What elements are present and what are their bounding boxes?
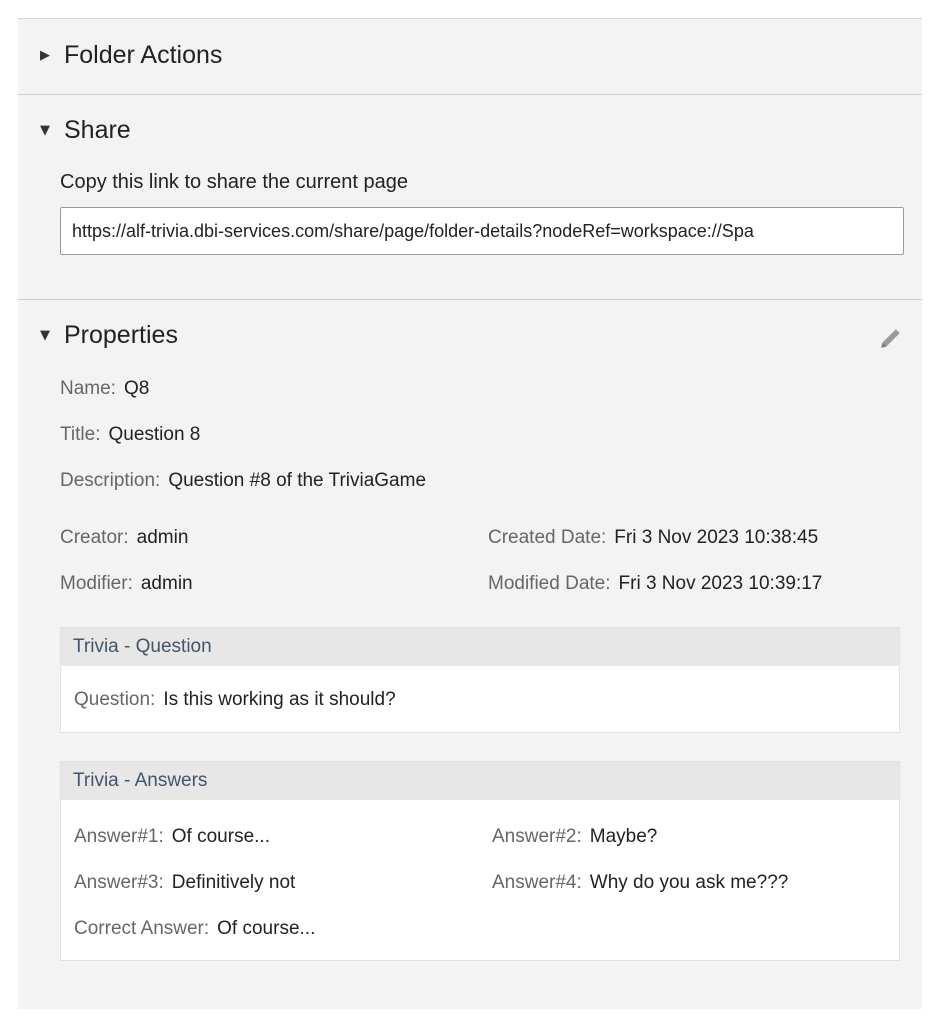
triangle-right-icon: ▶	[40, 48, 50, 63]
folder-actions-header[interactable]	[40, 41, 222, 70]
answer-1: Answer#1: Of course...	[74, 826, 270, 847]
answer-2: Answer#2: Maybe?	[492, 826, 658, 847]
answer-3: Answer#3: Definitively not	[74, 872, 296, 893]
property-modifier: Modifier: admin	[60, 573, 193, 594]
property-modified-date: Modified Date: Fri 3 Nov 2023 10:39:17	[488, 573, 823, 594]
trivia-answers-panel	[60, 761, 900, 961]
answer-4: Answer#4: Why do you ask me???	[492, 872, 789, 893]
property-created-date: Created Date: Fri 3 Nov 2023 10:38:45	[488, 527, 819, 548]
details-panel	[18, 18, 922, 1009]
share-header[interactable]	[40, 116, 131, 145]
property-creator: Creator: admin	[60, 527, 189, 548]
pencil-icon[interactable]	[878, 325, 904, 351]
divider	[18, 299, 922, 300]
properties-title: Properties	[64, 321, 178, 349]
trivia-question-panel	[60, 627, 900, 733]
trivia-answers-header: Trivia - Answers	[61, 762, 899, 800]
share-title: Share	[64, 116, 131, 144]
divider	[18, 94, 922, 95]
share-instruction: Copy this link to share the current page	[60, 171, 408, 193]
correct-answer: Correct Answer: Of course...	[74, 918, 316, 939]
folder-actions-title: Folder Actions	[64, 41, 223, 69]
property-description: Description: Question #8 of the TriviaGame	[60, 470, 427, 491]
properties-header[interactable]	[40, 321, 178, 350]
property-title: Title: Question 8	[60, 424, 201, 445]
share-link-input[interactable]	[60, 207, 904, 255]
property-name: Name: Q8	[60, 378, 150, 399]
triangle-down-icon: ▼	[40, 123, 50, 138]
trivia-question-field: Question: Is this working as it should?	[74, 689, 396, 710]
trivia-question-header: Trivia - Question	[61, 628, 899, 666]
triangle-down-icon: ▼	[40, 328, 50, 343]
